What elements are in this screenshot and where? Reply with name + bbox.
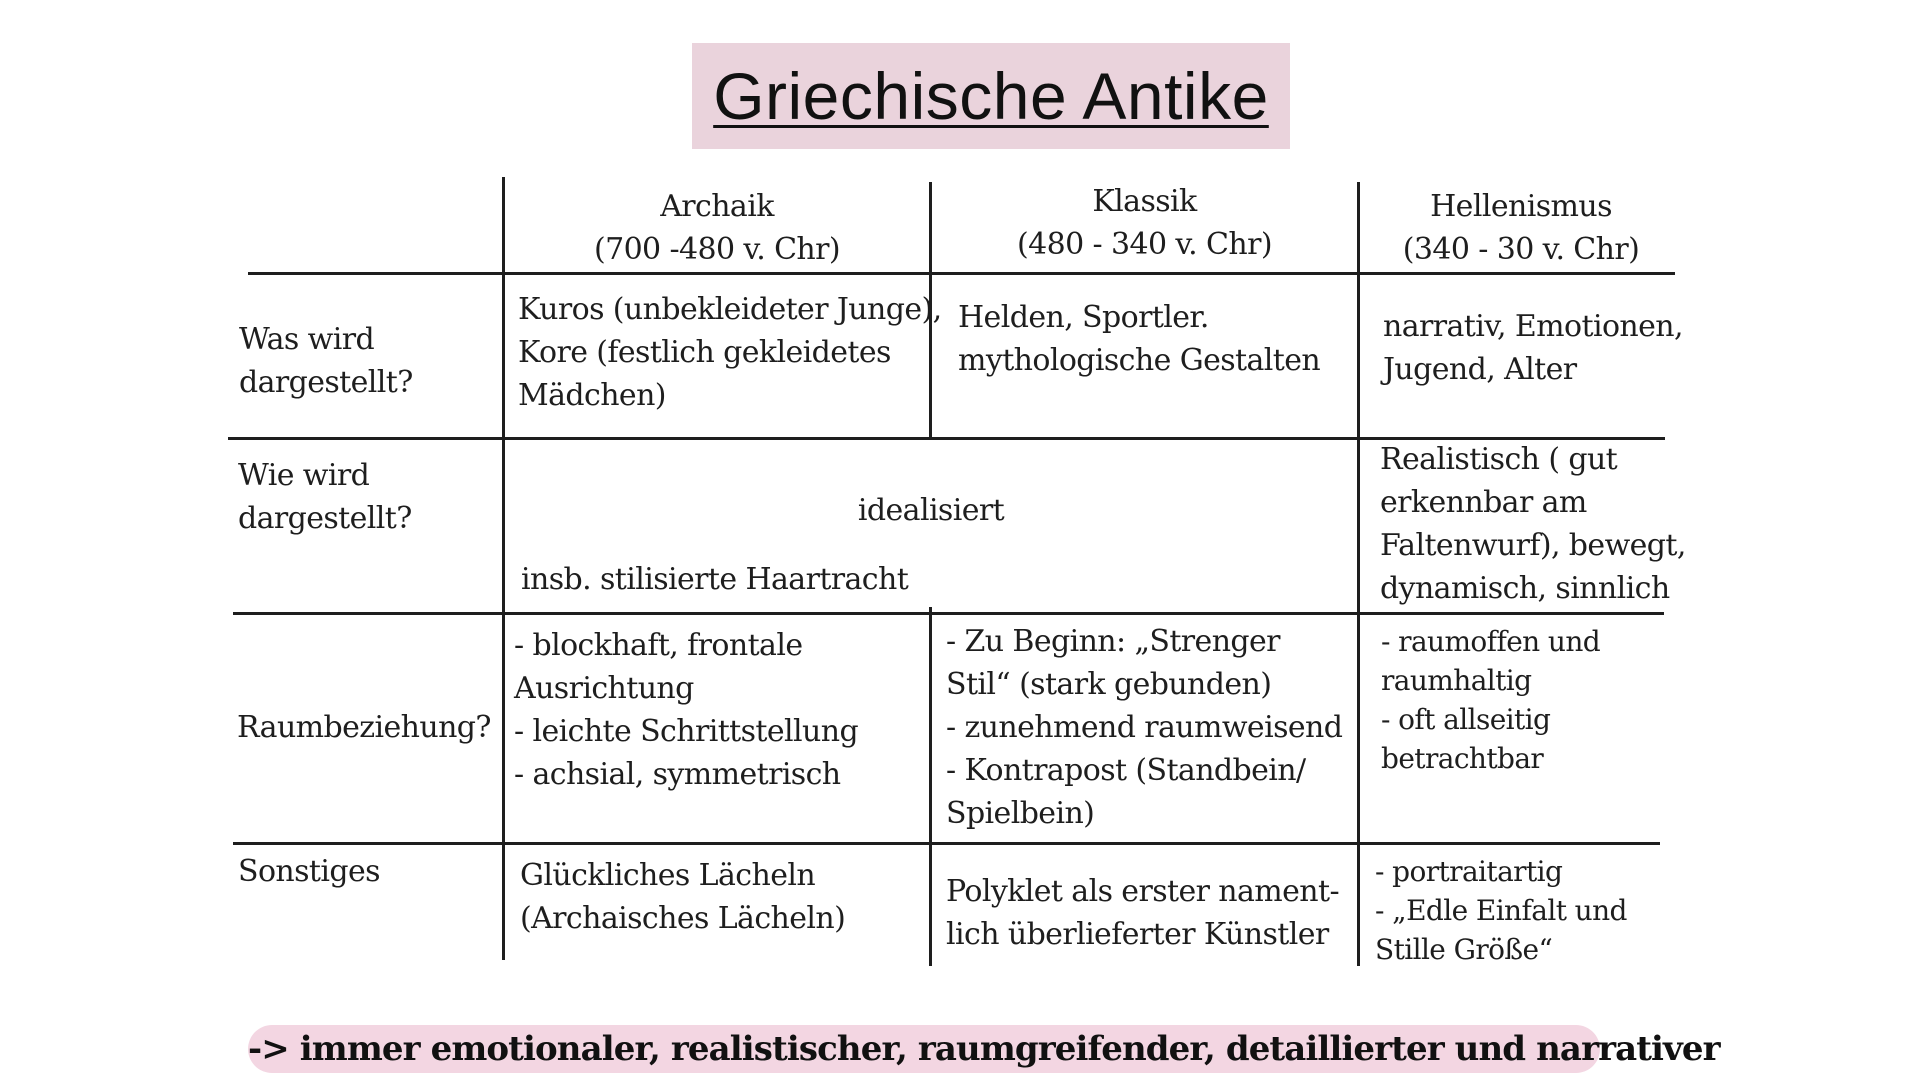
column-name: Klassik <box>1092 184 1197 219</box>
column-name: Archaik <box>660 189 774 224</box>
column-header-klassik <box>932 180 1357 266</box>
column-header-hellenismus <box>1360 185 1682 271</box>
cell-was-klassik: Helden, Sportler. mythologische Gestalten <box>958 300 1321 378</box>
row-label-raum: Raumbeziehung? <box>237 710 491 745</box>
cell-sonstiges-klassik: Polyklet als erster nament- lich überlieferter Künstler <box>946 874 1340 952</box>
column-period: (700 -480 v. Chr) <box>593 232 841 267</box>
table-line-row2-bottom <box>233 612 1664 615</box>
table-line-header-bottom <box>248 272 1675 275</box>
cell-raum-archaik: - blockhaft, frontale Ausrichtung - leichte Schrittstellung - achsial, symmetrisch <box>514 628 859 792</box>
cell-was-hellenismus: narrativ, Emotionen, Jugend, Alter <box>1383 309 1683 387</box>
row-label-was: Was wird dargestellt? <box>239 322 413 400</box>
row-label-sonstiges: Sonstiges <box>238 854 380 889</box>
row-label-wie: Wie wird dargestellt? <box>238 458 412 536</box>
footer-conclusion: -> immer emotionaler, realistischer, raumgreifender, detaillierter und narrativer <box>248 1029 1720 1069</box>
cell-was-archaik: Kuros (unbekleideter Junge), Kore (festlich gekleidetes Mädchen) <box>518 292 942 413</box>
title-banner <box>692 43 1290 149</box>
table-line-col2-bottom <box>929 607 932 966</box>
column-header-archaik <box>505 185 929 271</box>
column-period: (340 - 30 v. Chr) <box>1402 232 1640 267</box>
page-title: Griechische Antike <box>713 59 1269 133</box>
column-name: Hellenismus <box>1430 189 1612 224</box>
cell-raum-hellenismus: - raumoffen und raumhaltig - oft allseitig betrachtbar <box>1381 625 1601 775</box>
cell-raum-klassik: - Zu Beginn: „Strenger Stil“ (stark gebunden) - zunehmend raumweisend - Kontrapost (Standbein/ Spielbein) <box>946 624 1343 831</box>
cell-wie-idealisiert: idealisiert <box>857 493 1005 528</box>
table-line-row3-bottom <box>233 842 1660 845</box>
cell-wie-note: insb. stilisierte Haartracht <box>521 562 909 597</box>
cell-wie-hellenismus: Realistisch ( gut erkennbar am Faltenwurf), bewegt, dynamisch, sinnlich <box>1380 442 1686 606</box>
cell-sonstiges-hellenismus: - portraitartig - „Edle Einfalt und Stille Größe“ <box>1375 855 1627 966</box>
table-line-col3 <box>1357 182 1360 966</box>
cell-sonstiges-archaik: Glückliches Lächeln (Archaisches Lächeln) <box>520 858 846 936</box>
table-line-col1 <box>502 177 505 960</box>
column-period: (480 - 340 v. Chr) <box>1017 227 1272 262</box>
